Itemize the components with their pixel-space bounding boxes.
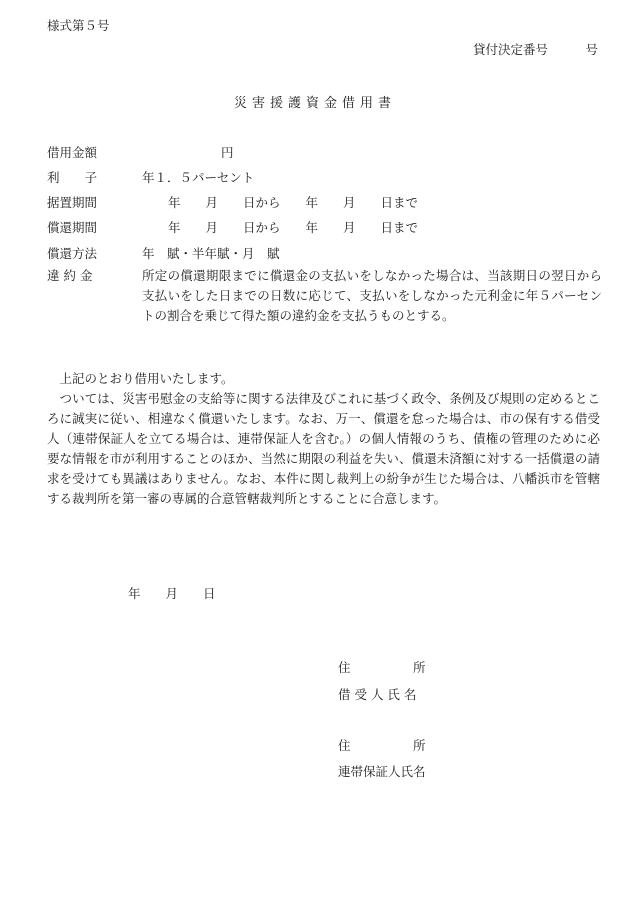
repayment-period-label: 償還期間 bbox=[47, 220, 98, 235]
statement-intro: 上記のとおり借用いたします。 bbox=[59, 371, 234, 386]
loan-decision-number: 貸付決定番号 号 bbox=[472, 42, 598, 57]
document-title: 災害援護資金借用書 bbox=[233, 96, 396, 111]
interest-value: 年１．５パーセント bbox=[142, 170, 255, 185]
amount-value: 円 bbox=[221, 145, 234, 160]
deferment-label: 据置期間 bbox=[47, 195, 98, 210]
statement bbox=[47, 369, 600, 509]
guarantor-name-label: 連帯保証人氏名 bbox=[338, 764, 426, 779]
deferment-value: 年 月 日から 年 月 日まで bbox=[168, 195, 419, 210]
repayment-period-value: 年 月 日から 年 月 日まで bbox=[168, 220, 419, 235]
guarantor-address-label: 住 所 bbox=[338, 738, 426, 753]
borrower-address-label: 住 所 bbox=[338, 660, 426, 675]
form-number: 様式第５号 bbox=[47, 18, 110, 33]
repayment-method-label: 償還方法 bbox=[47, 246, 98, 261]
interest-label: 利 子 bbox=[47, 170, 98, 185]
amount-label: 借用金額 bbox=[47, 145, 98, 160]
date-line: 年 月 日 bbox=[128, 586, 216, 601]
penalty-label: 違 約 金 bbox=[47, 268, 93, 283]
statement-body: ついては、災害弔慰金の支給等に関する法律及びこれに基づく政令、条例及び規則の定めるところに誠実に従い、相違なく償還いたします。なお、万一、償還を怠った場合は、市の保有する借受人（連帯保証人を立てる場合は、連帯保証人を含む。）の個人情報のうち、債権の管理のために必要な情報を市が利用することのほか、当然に期限の利益を失い、償還未済額に対する一括償還の請求を受けても異議はありません。なお、本件に関し裁判上の紛争が生じた場合は、八幡浜市を管轄する裁判所を第一審の専属的合意管轄裁判所とすることに合意します。 bbox=[47, 391, 600, 506]
repayment-method-value: 年 賦・半年賦・月 賦 bbox=[142, 246, 280, 261]
penalty-value: 所定の償還期限までに償還金の支払いをしなかった場合は、当該期日の翌日から支払いをした日までの日数に応じて、支払いをしなかった元利金に年５パーセントの割合を乗じて得た額の違約金を支払うものとする。 bbox=[142, 268, 602, 323]
borrower-name-label: 借 受 人 氏 名 bbox=[338, 687, 417, 702]
